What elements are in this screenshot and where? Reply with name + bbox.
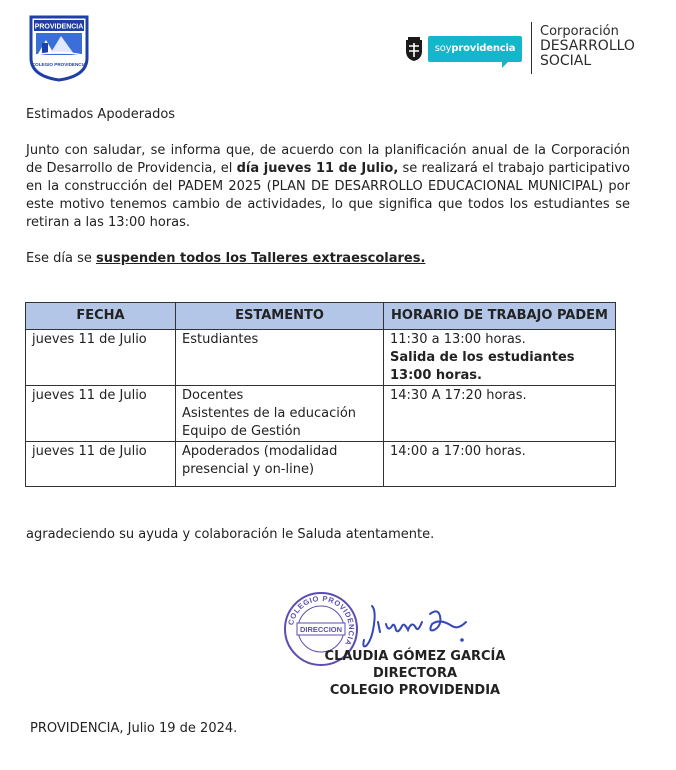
cell-horario: 14:00 a 17:00 horas. [384,442,616,487]
para1-highlight-date: día jueves 11 de Julio, [236,161,399,176]
cell-fecha: jueves 11 de Julio [26,386,176,442]
municipal-crest-icon [404,36,424,62]
table-row [26,386,616,442]
signatory-institution: COLEGIO PROVIDENDIA [329,683,501,698]
column-header-fecha: FECHA [26,303,176,330]
stamp-ring-text: COLEGIO PROVIDENCIA [286,593,357,648]
estamento-line: presencial y on-line) [182,462,315,477]
para2-highlight: suspenden todos los Talleres extraescolares. [95,251,426,266]
soy-providencia-badge [428,36,522,62]
cell-estamento [176,442,384,487]
corporation-line1: Corporación [540,24,619,39]
suspension-notice [26,250,425,268]
cell-horario: 14:30 A 17:20 horas. [384,386,616,442]
badge-suffix: providencia [451,43,516,54]
estamento-line: Equipo de Gestión [182,424,301,439]
para1-text-b: se realizará el trabajo participativo en la construcción del PADEM 2025 (PLAN DE DESARROLLO EDUCACIONAL MUNICIPAL) por este motivo tenemos cambio de actividades, lo que significa que todos los estudiantes se retiran a las 13:00 horas. [26,161,630,230]
cell-estamento [176,386,384,442]
cell-horario [384,330,616,386]
cell-fecha: jueves 11 de Julio [26,330,176,386]
corporation-line3: SOCIAL [540,53,592,69]
estamento-line: Apoderados (modalidad [182,444,338,459]
column-header-estamento: ESTAMENTO [176,303,384,330]
table-row [26,442,616,487]
table-row [26,330,616,386]
school-crest-logo [28,14,90,82]
estamento-line: Estudiantes [182,332,259,347]
horario-bold-note: Salida de los estudiantes 13:00 horas. [390,350,575,383]
schedule-table [25,302,616,487]
estamento-line: Asistentes de la educación [182,406,357,421]
corporation-logo [540,24,650,69]
estamento-line: Docentes [182,388,244,403]
school-logo-subtext: COLEGIO PROVIDENCIA [31,62,87,67]
signatory-name: CLAUDIA GÓMEZ GARCÍA [324,649,506,664]
para2-text-a: Ese día se [26,251,96,266]
announcement-paragraph [26,142,630,232]
para1-text-a: Junto con saludar, se informa que, de acuerdo con la planificación anual de la Corporación de Desarrollo de Providencia, el [26,143,630,176]
cell-estamento [176,330,384,386]
signatory-block [270,648,560,699]
table-header-row [26,303,616,330]
footer-date: PROVIDENCIA, Julio 19 de 2024. [30,721,238,736]
school-logo-name: PROVIDENCIA [34,23,84,31]
closing-line: agradeciendo su ayuda y colaboración le Saluda atentamente. [26,527,435,542]
corporation-line2: DESARROLLO [540,38,635,54]
horario-line: 11:30 a 13:00 horas. [390,332,526,347]
stamp-center-text: DIRECCION [299,625,343,634]
column-header-horario: HORARIO DE TRABAJO PADEM [384,303,616,330]
cell-fecha: jueves 11 de Julio [26,442,176,487]
header-divider [531,22,532,74]
signatory-title: DIRECTORA [372,666,458,681]
salutation: Estimados Apoderados [26,107,176,122]
badge-prefix: soy [434,43,452,54]
